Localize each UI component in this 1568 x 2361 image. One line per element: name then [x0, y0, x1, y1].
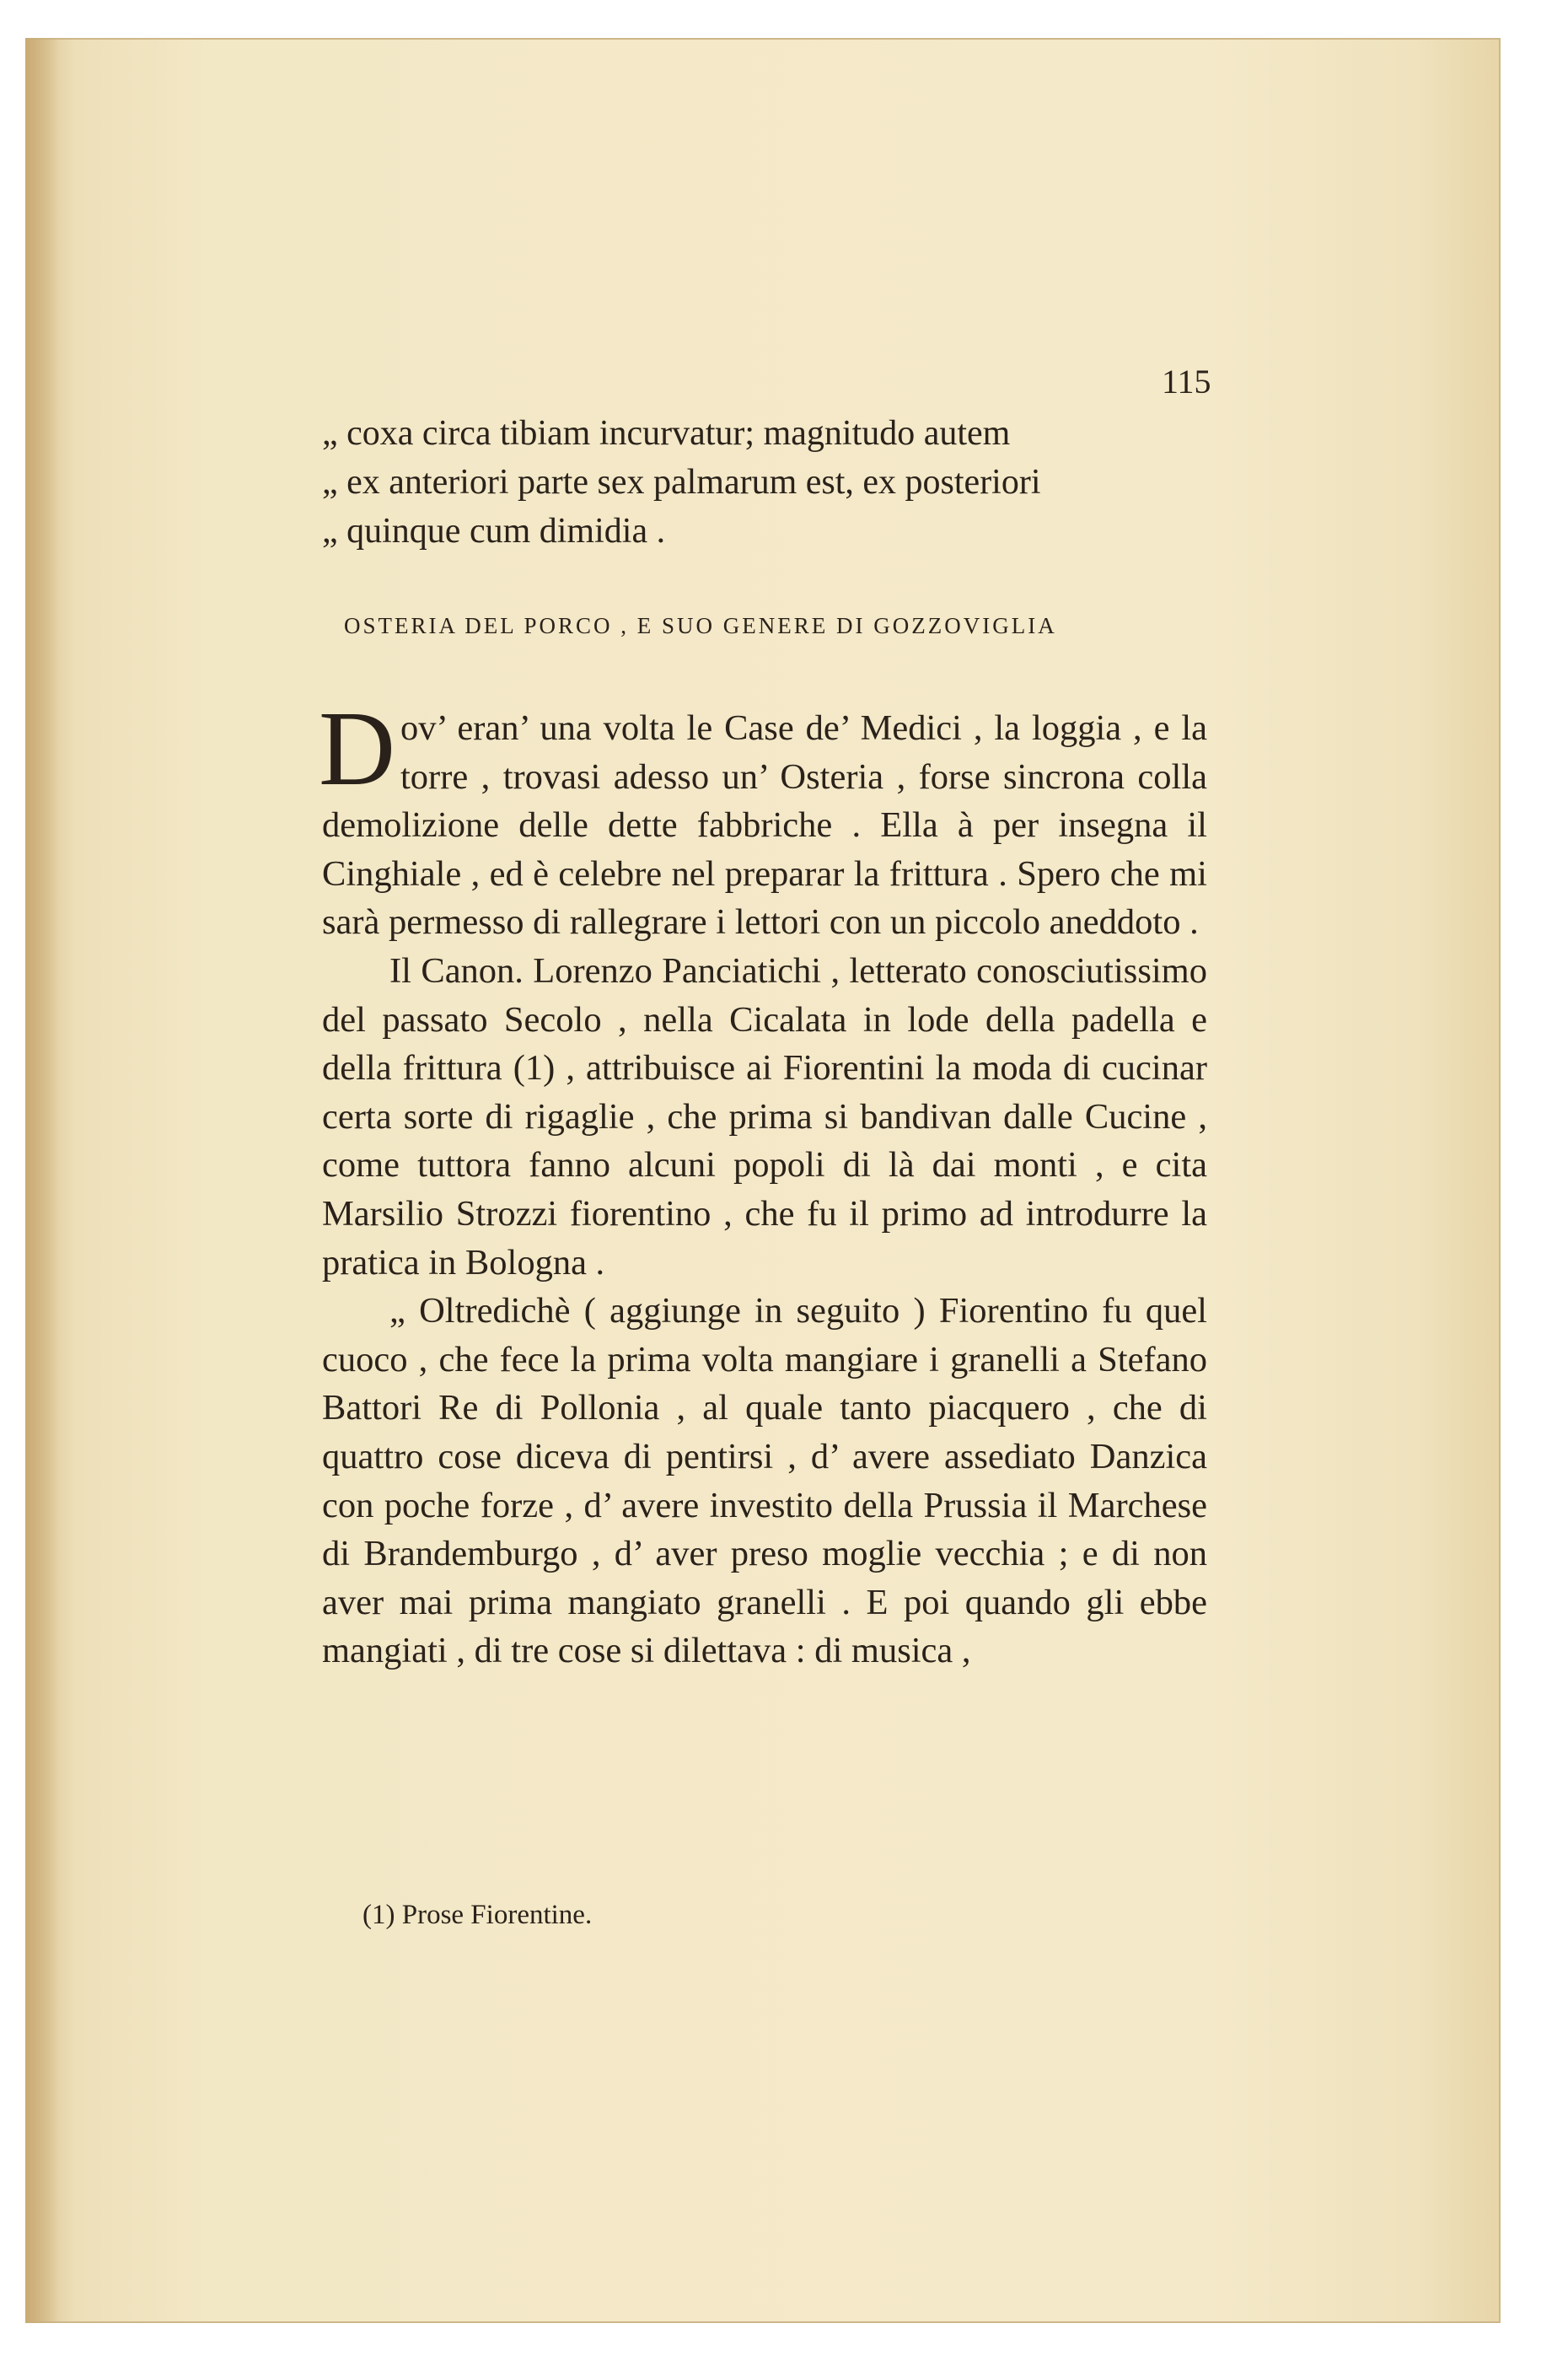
latin-quote — [322, 409, 1207, 556]
book-page — [25, 38, 1501, 2323]
section-heading: OSTERIA DEL PORCO , E SUO GENERE DI GOZZOVIGLIA — [344, 613, 1057, 638]
paragraph-1 — [319, 691, 1207, 947]
body-text — [319, 691, 1207, 1675]
quote-line-2: „ ex anteriori parte sex palmarum est, ex posteriori — [322, 463, 1041, 502]
paragraph-3: „ Oltredichè ( aggiunge in seguito ) Fiorentino fu quel cuoco , che fece la prima volta mangiare i granelli a Stefano Battori Re di Pollonia , al quale tanto piacquero , che di quattro cose diceva di pentirsi , d’ avere assediato Danzica con poche forze , d’ avere investito della Prussia il Marchese di Brandemburgo , d’ aver preso moglie vecchia ; e di non aver mai prima mangiato granelli . E poi quando gli ebbe mangiati , di tre cose si dilettava : di musica , — [322, 1291, 1207, 1671]
drop-cap: D — [319, 691, 395, 808]
footnote: (1) Prose Fiorentine. — [362, 1900, 593, 1930]
quote-line-1: „ coxa circa tibiam incurvatur; magnitudo autem — [322, 414, 1011, 453]
page-number: 115 — [1162, 363, 1211, 401]
paragraph-2: Il Canon. Lorenzo Panciatichi , letterato conosciutissimo del passato Secolo , nella Cicalata in lode della padella e della frittura (1) , attribuisce ai Fiorentini la moda di cucinar certa sorte di rigaglie , che prima si bandivan dalle Cucine , come tuttora fanno alcuni popoli di là dai monti , e cita Marsilio Strozzi fiorentino , che fu il primo ad introdurre la pratica in Bologna . — [322, 950, 1207, 1283]
paragraph-1-text: ov’ eran’ una volta le Case de’ Medici , la loggia , e la torre , trovasi adesso un’ Osteria , forse sincrona colla demolizione delle dette fabbriche . Ella à per insegna il Cinghiale , ed è celebre nel preparar la frittura . Spero che mi sarà permesso di rallegrare i lettori con un piccolo aneddoto . — [322, 708, 1207, 943]
quote-line-3: „ quinque cum dimidia . — [322, 512, 666, 551]
